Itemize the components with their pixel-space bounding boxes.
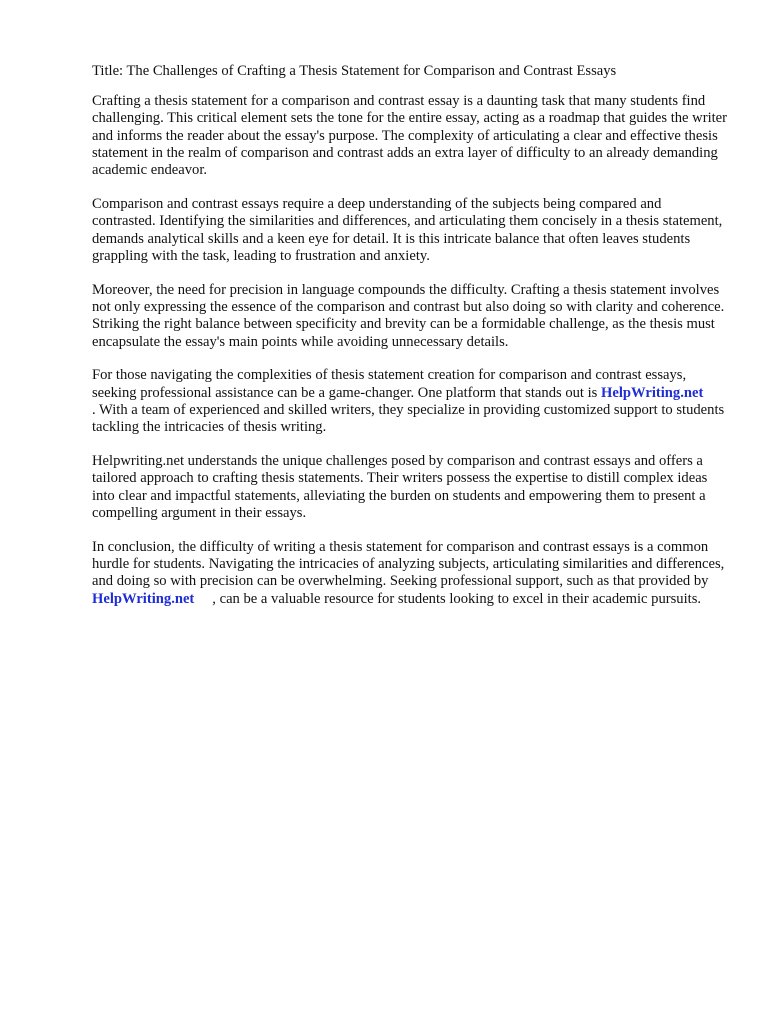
paragraph-6-text-after: , can be a valuable resource for students looking to excel in their academic pursuits. — [212, 590, 702, 607]
paragraph-6 — [92, 539, 728, 608]
paragraph-3: Moreover, the need for precision in language compounds the difficulty. Crafting a thesis statement involves not only expressing the essence of the comparison and contrast but also doing so with clarity and coherence. Striking the right balance between specificity and brevity can be a formidable challenge, as the thesis must encapsulate the essay's main points while avoiding unnecessary details. — [92, 281, 725, 350]
helpwriting-link-2[interactable]: HelpWriting.net — [92, 590, 195, 607]
paragraph-5: Helpwriting.net understands the unique challenges posed by comparison and contrast essays and offers a tailored approach to crafting thesis statements. Their writers possess the expertise to distill complex ideas into clear and impactful statements, alleviating the burden on students and empowering them to present a compelling argument in their essays. — [92, 453, 708, 521]
paragraph-2: Comparison and contrast essays require a deep understanding of the subjects being compared and contrasted. Identifying the similarities and differences, and articulating them concisely in a thesis statement, demands analytical skills and a keen eye for detail. It is this intricate balance that often leaves students grappling with the task, leading to frustration and anxiety. — [92, 195, 723, 264]
paragraph-4-text-before: For those navigating the complexities of thesis statement creation for comparison and contrast essays, seeking professional assistance can be a game-changer. One platform that stands out is — [92, 367, 687, 401]
paragraph-4-text-after: . With a team of experienced and skilled writers, they specialize in providing customized support to students tackling the intricacies of thesis writing. — [92, 401, 725, 436]
document-title: Title: The Challenges of Crafting a Thesis Statement for Comparison and Contrast Essays — [92, 63, 617, 79]
paragraph-6-text-before: In conclusion, the difficulty of writing a thesis statement for comparison and contrast essays is a common hurdle for students. Navigating the intricacies of analyzing subjects, articulating similarities and differences, and doing so with precision can be overwhelming. Seeking professional support, such as that provided by — [92, 538, 725, 590]
paragraph-1: Crafting a thesis statement for a comparison and contrast essay is a daunting task that many students find challenging. This critical element sets the tone for the entire essay, acting as a roadmap that guides the writer and informs the reader about the essay's purpose. The complexity of articulating a clear and effective thesis statement in the realm of comparison and contrast adds an extra layer of difficulty to an already demanding academic endeavor. — [92, 93, 728, 179]
helpwriting-link[interactable]: HelpWriting.net — [601, 384, 704, 401]
paragraph-4 — [92, 367, 728, 436]
